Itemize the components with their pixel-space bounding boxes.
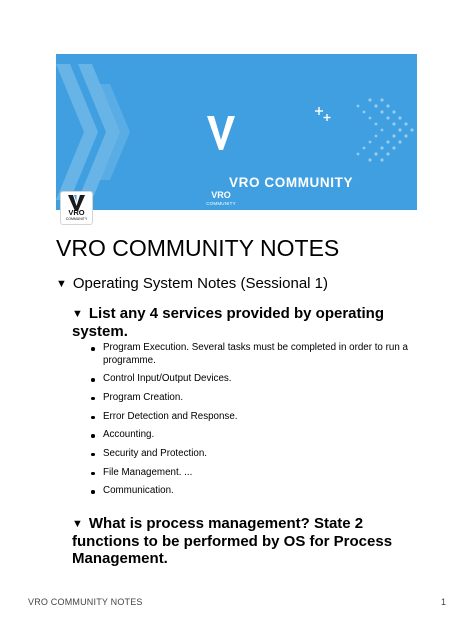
cover-banner [56, 54, 417, 210]
toggle-section-os-notes[interactable] [56, 274, 328, 294]
bullet-icon [91, 453, 95, 457]
bullet-icon [91, 472, 95, 476]
page-icon-logo [60, 191, 93, 225]
page-number: 1 [440, 597, 446, 607]
bullet-icon [91, 416, 95, 420]
list-item: Accounting. [88, 429, 428, 442]
list-item: Communication. [88, 485, 428, 498]
list-item: Control Input/Output Devices. [88, 373, 428, 386]
bullet-icon [91, 347, 95, 351]
bullet-icon [91, 397, 95, 401]
footer-title: VRO COMMUNITY NOTES [28, 597, 143, 607]
triangle-down-icon[interactable]: ▼ [56, 278, 67, 290]
question-1-heading: List any 4 services provided by operating system. [72, 305, 384, 340]
banner-brand-text: VRO COMMUNITY [229, 175, 354, 190]
list-item: Security and Protection. [88, 448, 428, 461]
list-item: Program Execution. Several tasks must be completed in order to run a programme. [88, 342, 428, 367]
list-item: File Management. ... [88, 467, 428, 480]
bullet-icon [91, 378, 95, 382]
services-list [88, 342, 428, 504]
toggle-question-1[interactable] [72, 305, 432, 340]
section-heading: Operating System Notes (Sessional 1) [72, 275, 329, 292]
question-2-heading: What is process management? State 2 functions to be performed by OS for Process Management. [72, 515, 393, 567]
banner-logo-subtext: COMMUNITY [206, 201, 236, 206]
avatar-logo-subtext: COMMUNITY [65, 217, 88, 221]
toggle-question-2[interactable] [72, 515, 432, 567]
avatar-logo-text: VRO [68, 208, 85, 217]
banner-logo-text: VRO [211, 190, 231, 200]
bullet-icon [91, 490, 95, 494]
page-title: VRO COMMUNITY NOTES [56, 235, 340, 261]
list-item: Error Detection and Response. [88, 411, 428, 424]
bullet-icon [91, 434, 95, 438]
triangle-down-icon[interactable]: ▼ [72, 518, 83, 530]
list-item: Program Creation. [88, 392, 428, 405]
triangle-down-icon[interactable]: ▼ [72, 308, 83, 320]
